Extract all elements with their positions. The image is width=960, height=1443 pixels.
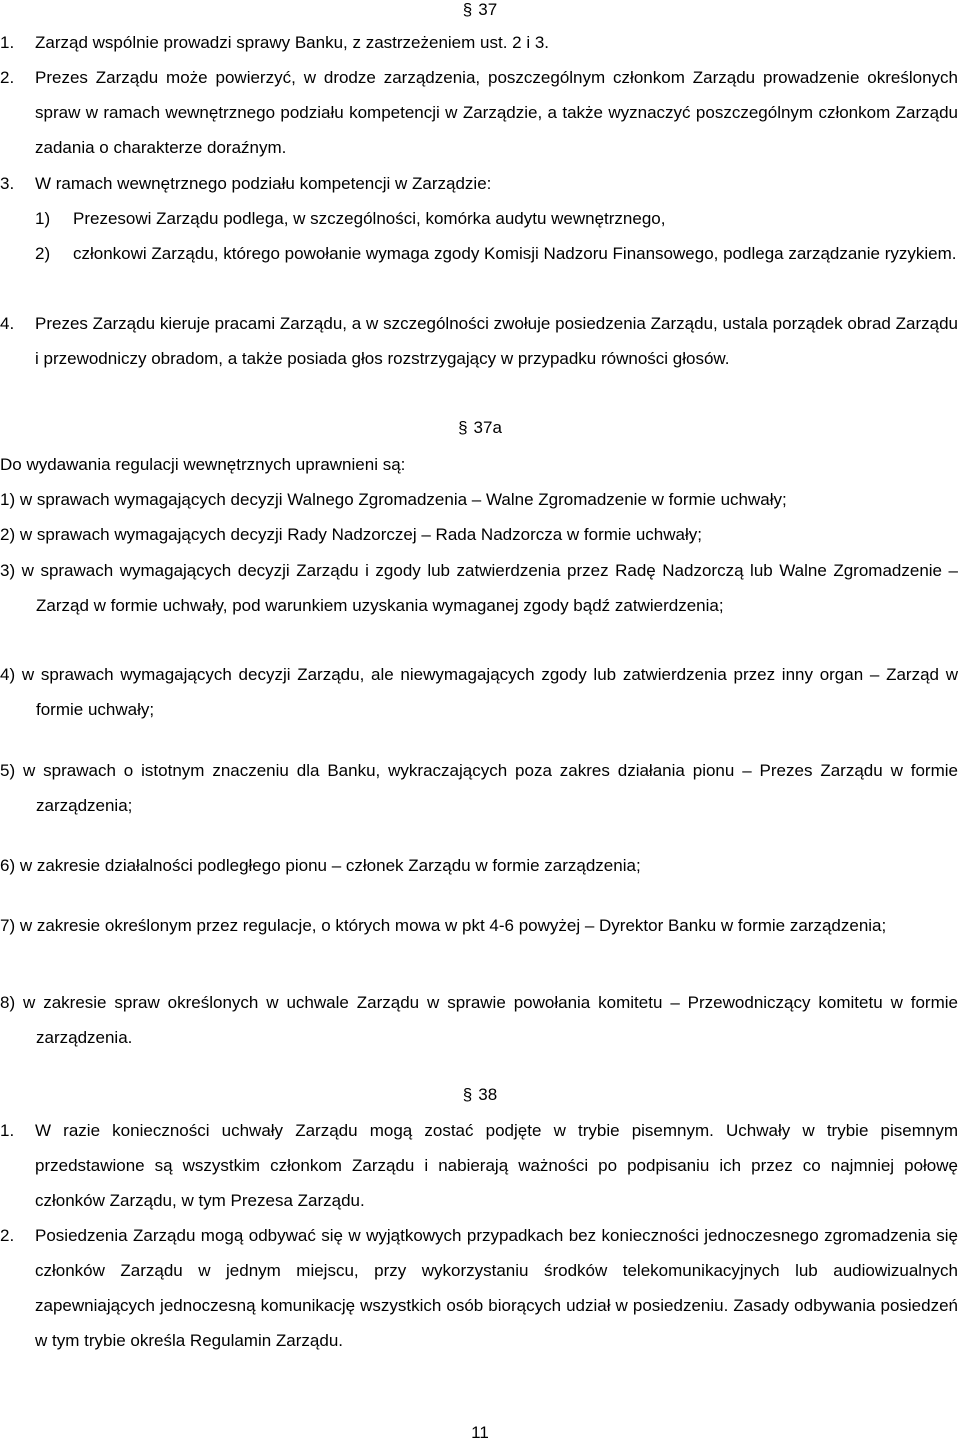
- item-number: 3.: [0, 174, 15, 193]
- section-symbol: §: [462, 0, 473, 19]
- section-37-item-4: [0, 306, 958, 376]
- subitem-text: Prezesowi Zarządu podlega, w szczególności, komórka audytu wewnętrznego,: [73, 209, 666, 228]
- section-38-item-1: [0, 1113, 958, 1218]
- subitem-number: 2): [35, 244, 51, 263]
- item-text: Posiedzenia Zarządu mogą odbywać się w wyjątkowych przypadkach bez konieczności jednoczesnego zgromadzenia się członków Zarządu w jednym miejscu, przy wykorzystaniu środków telekomunikacyjnych lub audiowizualnych zapewniających jednoczesną komunikację wszystkich osób biorących udział w posiedzeniu. Zasady odbywania posiedzeń w tym trybie określa Regulamin Zarządu.: [35, 1226, 958, 1350]
- item-number: 2.: [0, 1226, 15, 1245]
- page-number: 11: [471, 1423, 489, 1442]
- section-37a-item-8: 8) w zakresie spraw określonych w uchwale Zarządu w sprawie powołania komitetu – Przewodniczący komitetu w formie zarządzenia.: [0, 993, 958, 1047]
- section-37a-item-6: 6) w zakresie działalności podległego pionu – członek Zarządu w formie zarządzenia;: [0, 856, 641, 875]
- section-38-heading: [0, 1085, 960, 1105]
- section-38-item-2: [0, 1218, 958, 1358]
- section-37-item-2: [0, 60, 958, 165]
- section-37-subitem-2: [35, 236, 958, 271]
- item-number: 1.: [0, 1121, 15, 1140]
- section-37a-item-1: 1) w sprawach wymagających decyzji Walnego Zgromadzenia – Walne Zgromadzenie w formie uchwały;: [0, 490, 787, 509]
- subitem-text: członkowi Zarządu, którego powołanie wymaga zgody Komisji Nadzoru Finansowego, podlega zarządzanie ryzykiem.: [73, 244, 957, 263]
- item-number: 4.: [0, 314, 15, 333]
- section-37-item-3: [0, 166, 958, 201]
- section-37a-item-7: 7) w zakresie określonym przez regulacje, o których mowa w pkt 4-6 powyżej – Dyrektor Banku w formie zarządzenia;: [0, 916, 887, 935]
- subitem-number: 1): [35, 209, 51, 228]
- item-text: Prezes Zarządu może powierzyć, w drodze zarządzenia, poszczególnym członkom Zarządu prowadzenie określonych spraw w ramach wewnętrznego podziału kompetencji w Zarządzie, a także wyznaczyć poszczególnym członkom Zarządu zadania o charakterze doraźnym.: [35, 68, 958, 157]
- item-text: Prezes Zarządu kieruje pracami Zarządu, a w szczególności zwołuje posiedzenia Zarządu, ustala porządek obrad Zarządu i przewodniczy obradom, a także posiada głos rozstrzygający w przypadku równości głosów.: [35, 314, 958, 368]
- section-number: 37: [478, 0, 498, 19]
- section-number: 38: [478, 1085, 498, 1104]
- section-37a-item-3: 3) w sprawach wymagających decyzji Zarządu i zgody lub zatwierdzenia przez Radę Nadzorczą lub Walne Zgromadzenie – Zarząd w formie uchwały, pod warunkiem uzyskania wymaganej zgody bądź zatwierdzenia;: [0, 561, 958, 615]
- item-text: W razie konieczności uchwały Zarządu mogą zostać podjęte w trybie pisemnym. Uchwały w trybie pisemnym przedstawione są wszystkim członkom Zarządu i nabierają ważności po podpisaniu ich przez co najmniej połowę członków Zarządu, w tym Prezesa Zarządu.: [35, 1121, 958, 1210]
- section-37a-heading: [0, 418, 960, 438]
- section-37-item-1: [0, 25, 958, 60]
- item-text: W ramach wewnętrznego podziału kompetencji w Zarządzie:: [35, 174, 492, 193]
- section-37-heading: [0, 0, 960, 20]
- section-37a-item-4: 4) w sprawach wymagających decyzji Zarządu, ale niewymagających zgody lub zatwierdzenia przez inny organ – Zarząd w formie uchwały;: [0, 665, 958, 719]
- item-number: 1.: [0, 33, 15, 52]
- item-number: 2.: [0, 68, 15, 87]
- section-symbol: §: [462, 1085, 473, 1104]
- section-37-subitem-1: [35, 201, 958, 236]
- section-37a-item-5: 5) w sprawach o istotnym znaczeniu dla Banku, wykraczających poza zakres działania pionu – Prezes Zarządu w formie zarządzenia;: [0, 761, 958, 815]
- section-37a-item-2: 2) w sprawach wymagających decyzji Rady Nadzorczej – Rada Nadzorcza w formie uchwały;: [0, 525, 702, 544]
- section-37a-intro: Do wydawania regulacji wewnętrznych uprawnieni są:: [0, 455, 406, 474]
- item-text: Zarząd wspólnie prowadzi sprawy Banku, z zastrzeżeniem ust. 2 i 3.: [35, 33, 550, 52]
- section-symbol: §: [458, 418, 468, 437]
- section-number: 37a: [473, 418, 502, 437]
